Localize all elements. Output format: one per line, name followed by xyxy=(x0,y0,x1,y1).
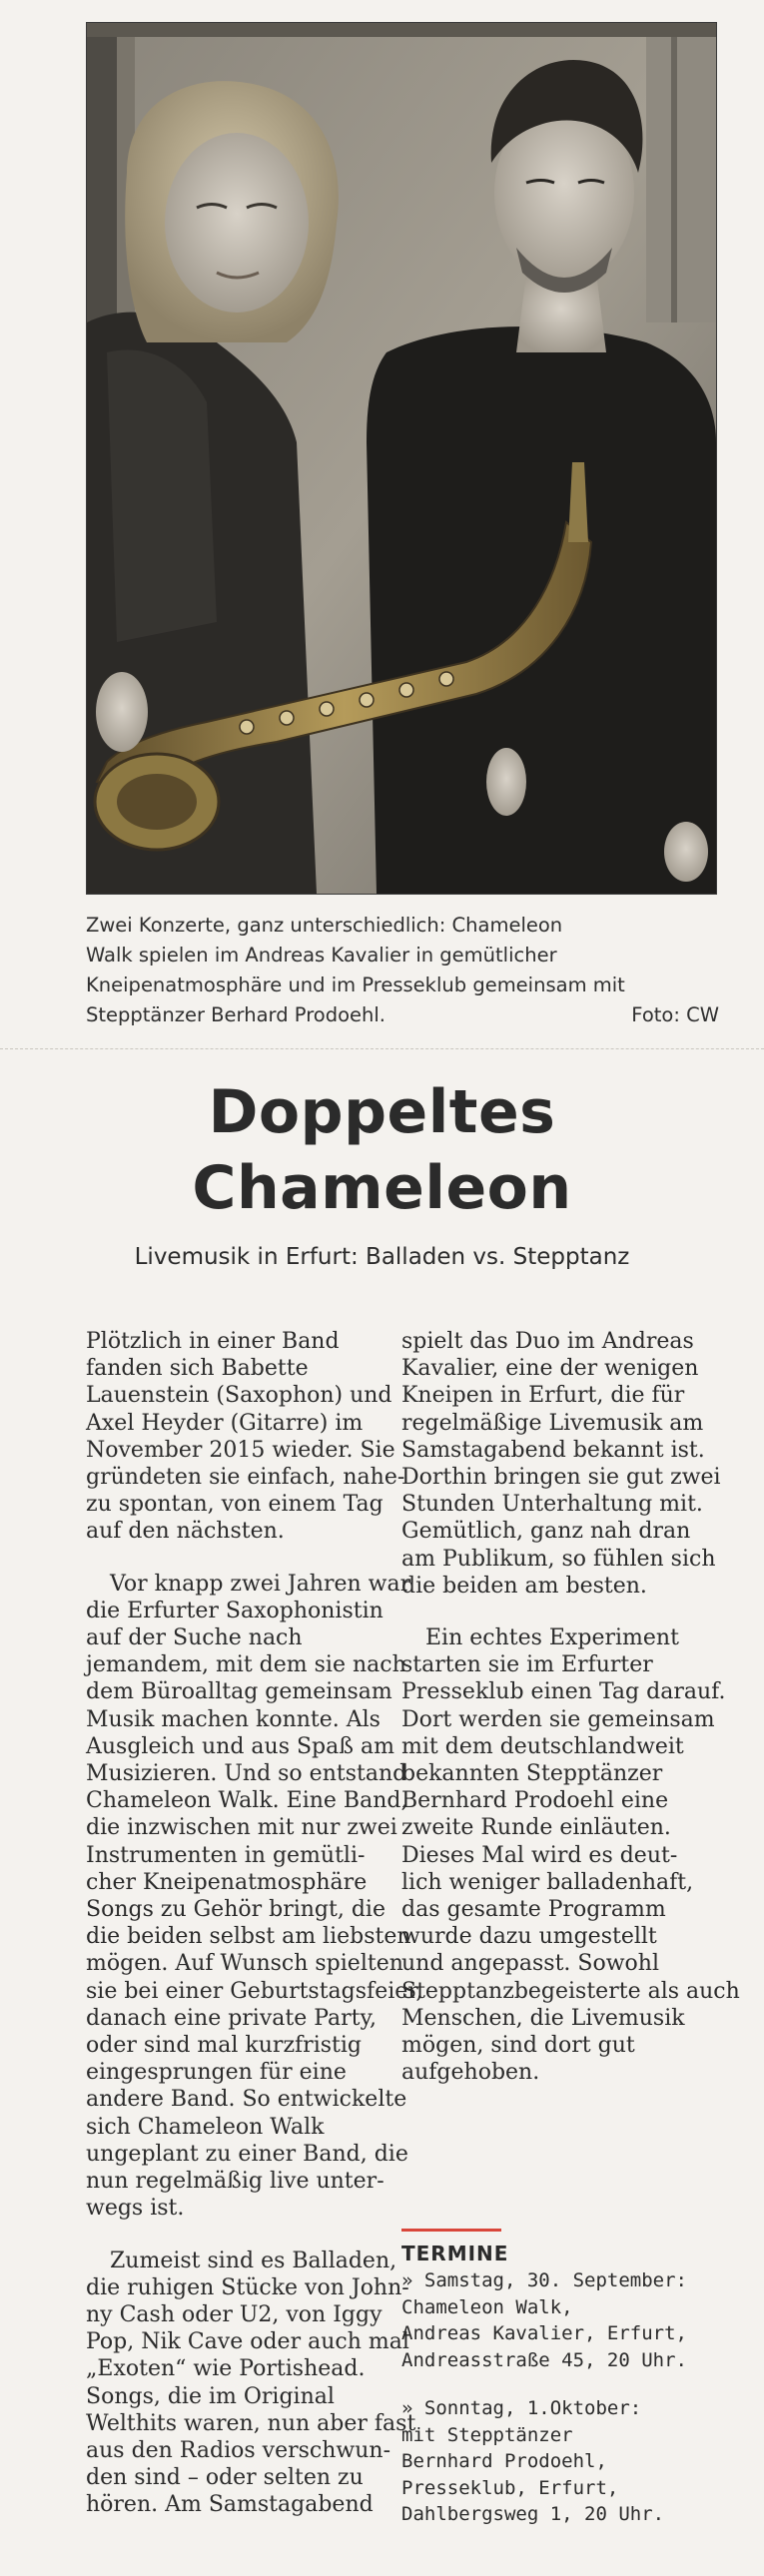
event-line: Chameleon Walk, xyxy=(401,2295,573,2318)
text-line: Gemütlich, ganz nah dran xyxy=(401,1519,691,1545)
paragraph-gap xyxy=(401,1600,721,1624)
termine-event xyxy=(401,2267,731,2373)
headline-line: Doppeltes xyxy=(208,1077,556,1147)
photo-caption xyxy=(86,911,719,1030)
text-line: Musizieren. Und so entstand xyxy=(86,1761,407,1787)
caption-line: Walk spielen im Andreas Kavalier in gemütlicher xyxy=(86,944,557,966)
text-line: Stunden Unterhaltung mit. xyxy=(401,1492,703,1518)
text-line: sich Chameleon Walk xyxy=(86,2114,325,2140)
article-column-left xyxy=(86,1328,423,2519)
article-subheadline: Livemusik in Erfurt: Balladen vs. Stepptanz xyxy=(134,1244,630,1270)
paragraph-gap xyxy=(86,2223,385,2248)
text-line: Dort werden sie gemeinsam xyxy=(401,1706,715,1732)
text-line: Songs zu Gehör bringt, die xyxy=(86,1897,385,1923)
text-line: sie bei einer Geburtstagsfeier, xyxy=(86,1978,423,2004)
text-line: hören. Am Samstagabend xyxy=(86,2492,374,2518)
text-line: Stepptanzbegeisterte als auch xyxy=(401,1978,740,2004)
text-line: den sind – oder selten zu xyxy=(86,2465,364,2491)
text-line: Musik machen konnte. Als xyxy=(86,1706,381,1732)
text-line: Ausgleich und aus Spaß am xyxy=(86,1733,394,1759)
text-line: mögen, sind dort gut xyxy=(401,2033,635,2059)
caption-line-last xyxy=(86,1000,719,1030)
text-line: Pop, Nik Cave oder auch mal xyxy=(86,2329,409,2355)
text-line: die beiden selbst am liebsten xyxy=(86,1924,411,1950)
text-line: Samstagabend bekannt ist. xyxy=(401,1437,705,1463)
text-line: die beiden am besten. xyxy=(401,1573,647,1599)
text-line: bekannten Stepptänzer xyxy=(401,1761,663,1787)
text-line: die inzwischen mit nur zwei xyxy=(86,1815,397,1841)
text-line: dem Büroalltag gemeinsam xyxy=(86,1679,392,1705)
text-line: nun regelmäßig live unter- xyxy=(86,2169,384,2195)
caption-line: Kneipenatmosphäre und im Presseklub gemeinsam mit xyxy=(86,973,625,996)
text-line: eingesprungen für eine xyxy=(86,2060,347,2086)
text-line: Plötzlich in einer Band xyxy=(86,1329,340,1354)
photo-illustration xyxy=(87,23,716,894)
text-line: Dorthin bringen sie gut zwei xyxy=(401,1465,721,1491)
text-line: Kavalier, eine der wenigen xyxy=(401,1356,699,1382)
event-line: » Samstag, 30. September: xyxy=(401,2269,687,2291)
photo-credit: Foto: CW xyxy=(631,1003,719,1026)
termine-box xyxy=(401,2229,731,2528)
text-line: zu spontan, von einem Tag xyxy=(86,1492,383,1518)
text-line: Welthits waren, nun aber fast xyxy=(86,2410,416,2436)
article-column-right xyxy=(401,1328,740,2086)
paragraph xyxy=(86,1328,405,1546)
text-line: Instrumenten in gemütli- xyxy=(86,1842,366,1868)
text-line: danach eine private Party, xyxy=(86,2005,378,2031)
caption-line-text: Stepptänzer Berhard Prodoehl. xyxy=(86,1003,386,1026)
text-line: und angepasst. Sowohl xyxy=(401,1951,660,1977)
text-line: Zumeist sind es Balladen, xyxy=(110,2248,397,2273)
article-photo xyxy=(86,22,717,895)
section-divider xyxy=(0,1048,764,1049)
text-line: die ruhigen Stücke von John- xyxy=(86,2274,409,2300)
text-line: cher Kneipenatmosphäre xyxy=(86,1869,368,1895)
text-line: fanden sich Babette xyxy=(86,1356,309,1382)
text-line: aus den Radios verschwun- xyxy=(86,2437,391,2463)
article-headline xyxy=(0,1074,764,1226)
text-line: lich weniger balladenhaft, xyxy=(401,1869,694,1895)
text-line: Vor knapp zwei Jahren war xyxy=(110,1571,411,1597)
event-line: Andreas Kavalier, Erfurt, xyxy=(401,2322,687,2344)
text-line: am Publikum, so fühlen sich xyxy=(401,1546,716,1572)
text-line: aufgehoben. xyxy=(401,2060,540,2086)
text-line: wegs ist. xyxy=(86,2196,185,2222)
event-line: » Sonntag, 1.Oktober: xyxy=(401,2397,642,2419)
event-line: mit Stepptänzer xyxy=(401,2423,573,2446)
text-line: Menschen, die Livemusik xyxy=(401,2005,685,2031)
text-line: Bernhard Prodoehl eine xyxy=(401,1788,669,1814)
text-line: mögen. Auf Wunsch spielten xyxy=(86,1951,403,1977)
text-line: wurde dazu umgestellt xyxy=(401,1924,657,1950)
text-line: starten sie im Erfurter xyxy=(401,1652,653,1678)
termine-event xyxy=(401,2395,731,2528)
event-line: Dahlbergsweg 1, 20 Uhr. xyxy=(401,2503,665,2525)
text-line: regelmäßige Livemusik am xyxy=(401,1410,704,1436)
text-line: ny Cash oder U2, von Iggy xyxy=(86,2301,382,2327)
event-line: Andreasstraße 45, 20 Uhr. xyxy=(401,2348,687,2371)
paragraph xyxy=(401,1328,721,1600)
text-line: auf den nächsten. xyxy=(86,1519,285,1545)
termine-title: TERMINE xyxy=(401,2242,509,2265)
text-line: zweite Runde einläuten. xyxy=(401,1815,671,1841)
termine-accent-rule xyxy=(401,2229,501,2232)
paragraph-gap xyxy=(86,1546,385,1571)
text-line: Ein echtes Experiment xyxy=(425,1625,679,1651)
text-line: „Exoten“ wie Portishead. xyxy=(86,2356,366,2382)
text-line: andere Band. So entwickelte xyxy=(86,2087,407,2113)
text-line: die Erfurter Saxophonistin xyxy=(86,1598,383,1623)
text-line: November 2015 wieder. Sie xyxy=(86,1437,395,1463)
text-line: spielt das Duo im Andreas xyxy=(401,1329,694,1354)
text-line: oder sind mal kurzfristig xyxy=(86,2033,362,2059)
text-line: mit dem deutschlandweit xyxy=(401,1733,684,1759)
paragraph xyxy=(86,1571,423,2223)
text-line: auf der Suche nach xyxy=(86,1625,303,1651)
text-line: Songs, die im Original xyxy=(86,2383,335,2409)
paragraph xyxy=(401,1624,740,2086)
text-line: Presseklub einen Tag darauf. xyxy=(401,1679,726,1705)
text-line: Dieses Mal wird es deut- xyxy=(401,1842,678,1868)
headline-line: Chameleon xyxy=(192,1153,572,1223)
text-line: jemandem, mit dem sie nach xyxy=(86,1652,406,1678)
paragraph xyxy=(86,2248,416,2519)
event-line: Bernhard Prodoehl, xyxy=(401,2450,607,2472)
text-line: Axel Heyder (Gitarre) im xyxy=(86,1410,364,1436)
text-line: Lauenstein (Saxophon) und xyxy=(86,1383,392,1409)
event-gap xyxy=(401,2373,731,2395)
event-line: Presseklub, Erfurt, xyxy=(401,2476,619,2499)
text-line: das gesamte Programm xyxy=(401,1897,666,1923)
text-line: Chameleon Walk. Eine Band, xyxy=(86,1788,408,1814)
text-line: Kneipen in Erfurt, die für xyxy=(401,1383,685,1409)
text-line: ungeplant zu einer Band, die xyxy=(86,2141,408,2167)
caption-line: Zwei Konzerte, ganz unterschiedlich: Chameleon xyxy=(86,914,563,937)
text-line: gründeten sie einfach, nahe- xyxy=(86,1465,405,1491)
